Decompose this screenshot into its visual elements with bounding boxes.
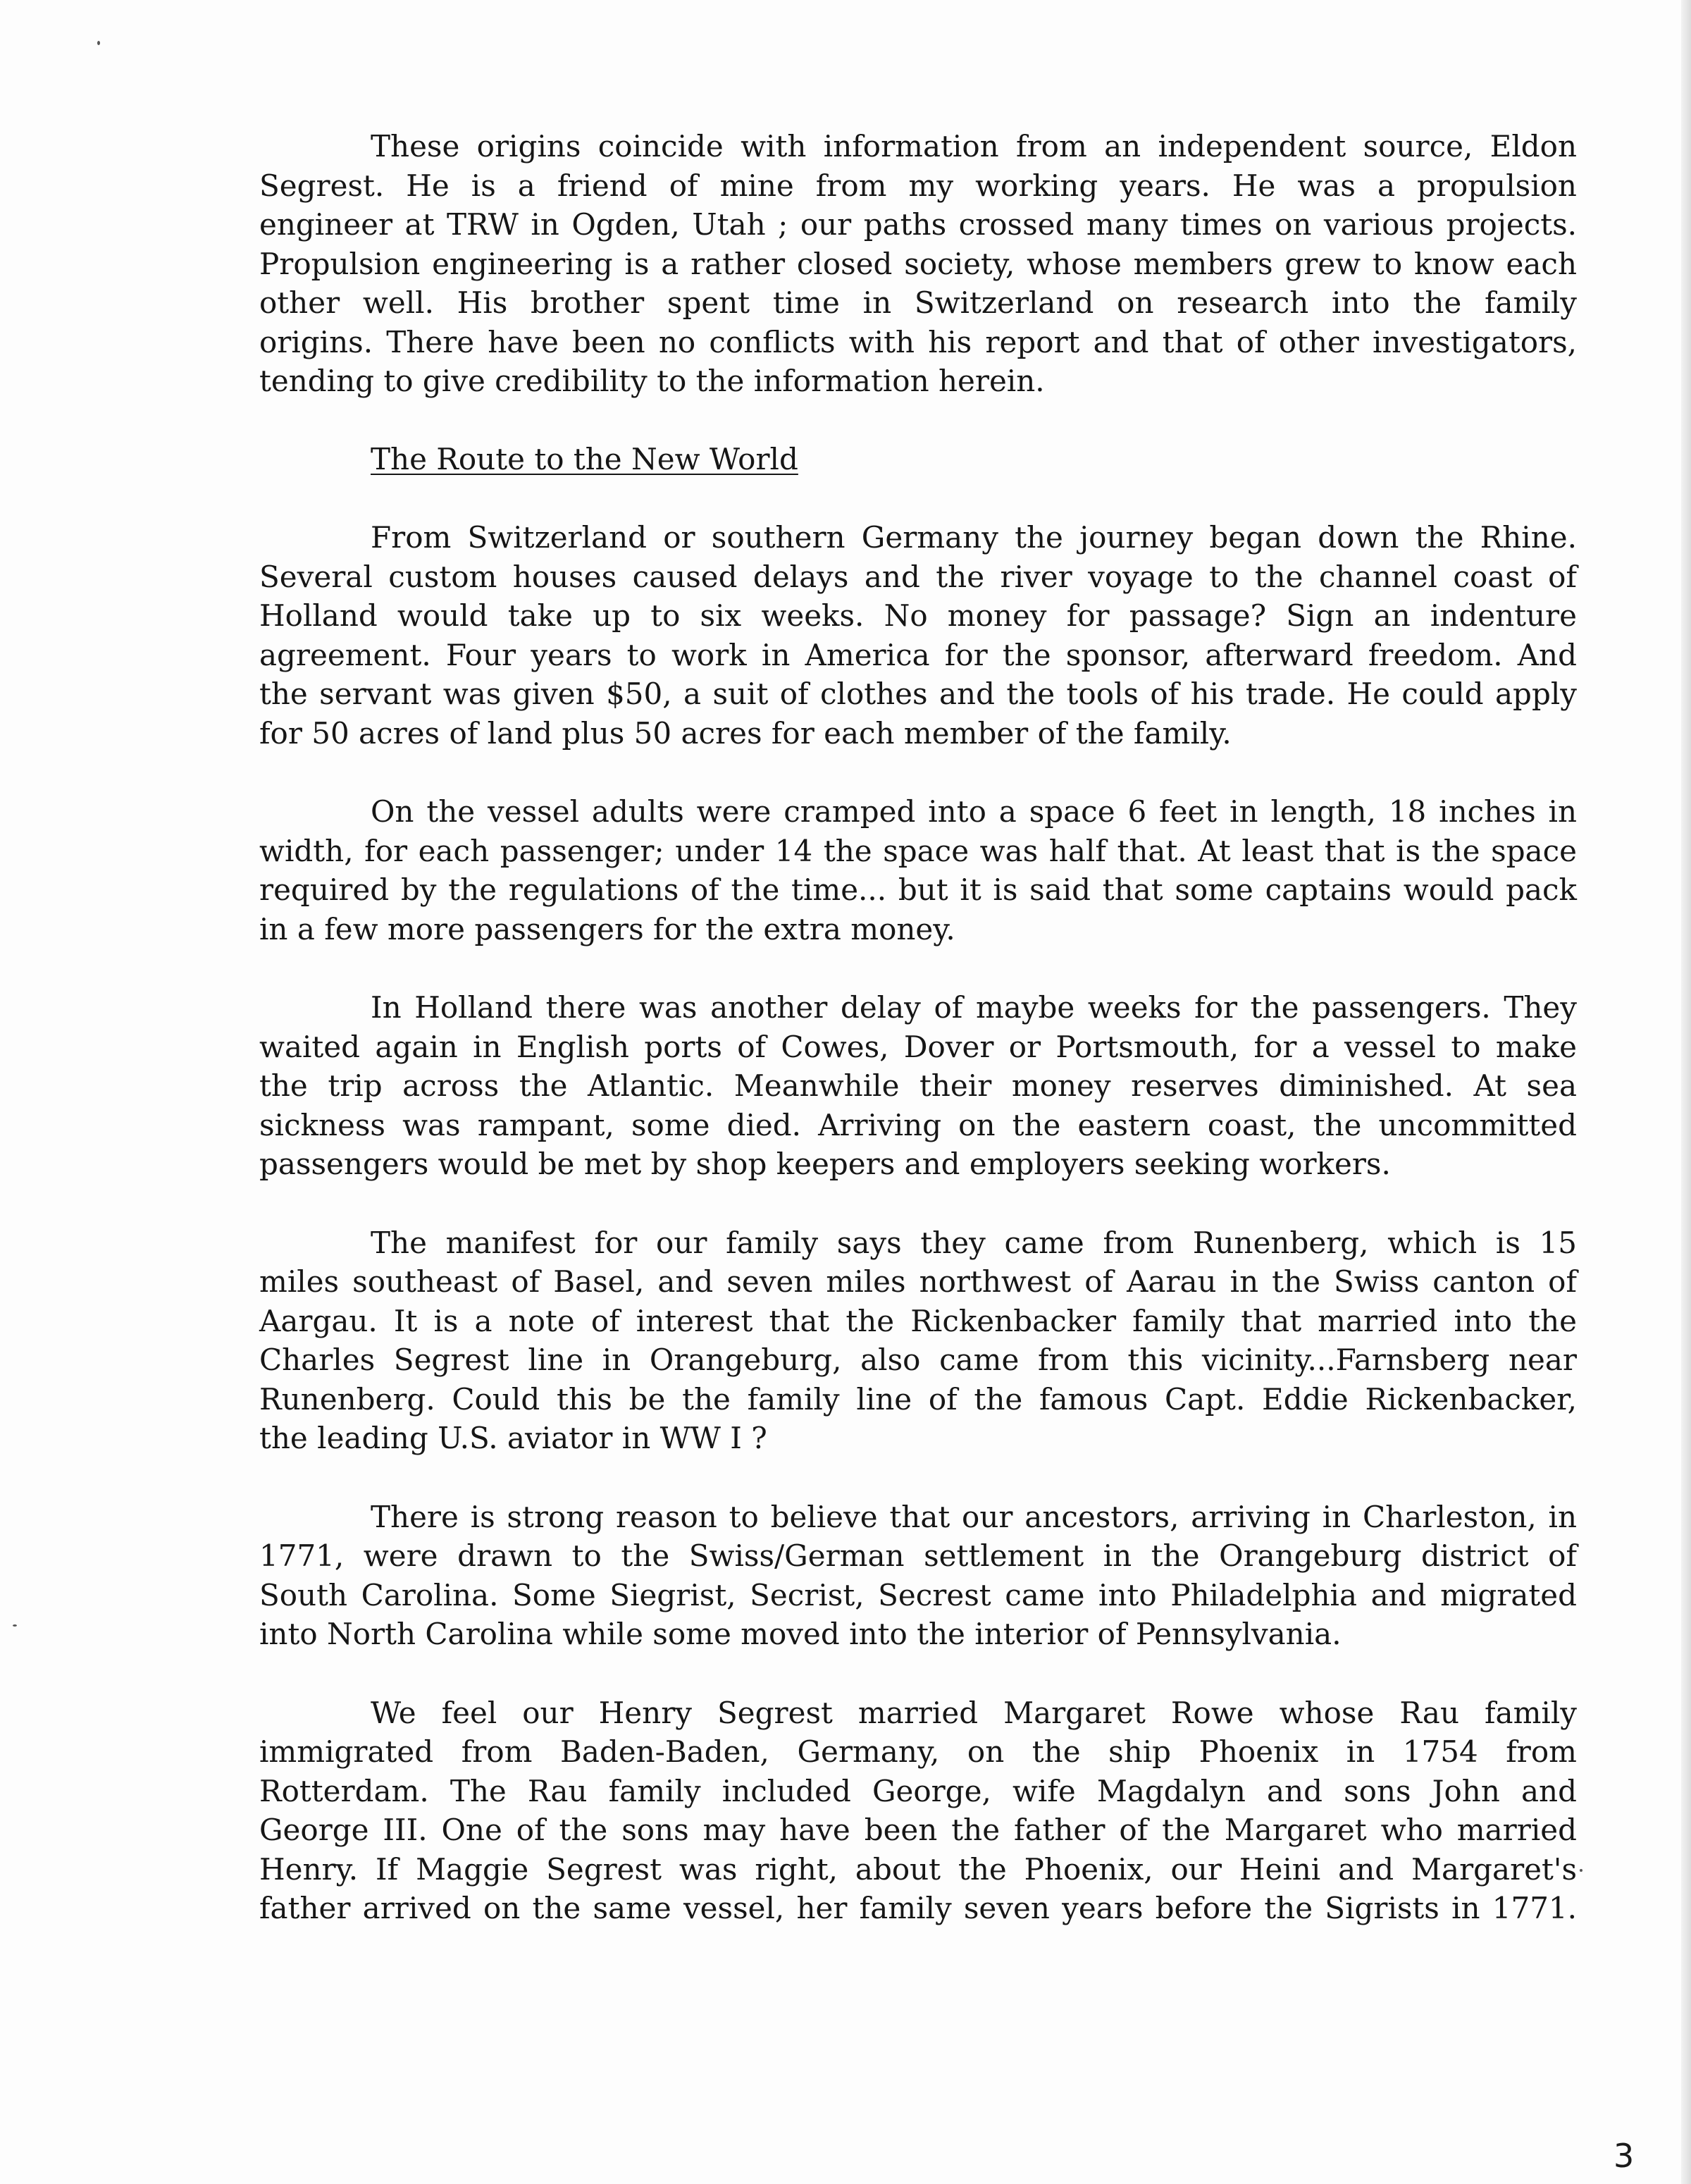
text-line: Aargau. It is a note of interest that the Rickenbacker family that married into the	[259, 1303, 1577, 1338]
text-line: Holland would take up to six weeks. No money for passage? Sign an indenture	[259, 598, 1577, 633]
text-line: These origins coincide with information from an independent source, Eldon	[371, 129, 1577, 164]
text-line: passengers would be met by shop keepers and employers seeking workers.	[259, 1147, 1391, 1181]
text-line: We feel our Henry Segrest married Margaret Rowe whose Rau family	[371, 1695, 1577, 1730]
scan-speck	[1580, 1869, 1582, 1872]
text-line: into North Carolina while some moved into the interior of Pennsylvania.	[259, 1617, 1342, 1651]
text-line: Henry. If Maggie Segrest was right, about the Phoenix, our Heini and Margaret's	[259, 1851, 1577, 1887]
text-line: Several custom houses caused delays and the river voyage to the channel coast of	[259, 559, 1577, 594]
text-line: Propulsion engineering is a rather closed society, whose members grew to know each	[259, 246, 1577, 281]
section-heading-text: The Route to the New World	[371, 441, 798, 476]
paragraph-settlement	[259, 1498, 1577, 1654]
text-line: agreement. Four years to work in America for the sponsor, afterward freedom. And	[259, 637, 1577, 672]
paragraph-henry-segrest	[259, 1693, 1577, 1928]
text-line: On the vessel adults were cramped into a space 6 feet in length, 18 inches in	[371, 794, 1577, 829]
document-body	[259, 127, 1577, 1928]
text-line: waited again in English ports of Cowes, Dover or Portsmouth, for a vessel to make	[259, 1029, 1577, 1064]
text-line: miles southeast of Basel, and seven miles northwest of Aarau in the Swiss canton of	[259, 1264, 1577, 1299]
paragraph-journey	[259, 518, 1577, 753]
text-line: immigrated from Baden-Baden, Germany, on the ship Phoenix in 1754 from	[259, 1734, 1577, 1769]
page-number: 3	[1613, 2137, 1635, 2175]
page-edge	[1681, 0, 1691, 2184]
text-line: in a few more passengers for the extra money.	[259, 911, 955, 946]
text-line: the servant was given $50, a suit of clothes and the tools of his trade. He could apply	[259, 677, 1577, 711]
text-line: width, for each passenger; under 14 the space was half that. At least that is the space	[259, 833, 1577, 868]
text-line: other well. His brother spent time in Switzerland on research into the family	[259, 285, 1577, 320]
text-line: engineer at TRW in Ogden, Utah ; our paths crossed many times on various projects.	[259, 207, 1577, 242]
text-line: Charles Segrest line in Orangeburg, also came from this vicinity...Farnsberg near	[259, 1343, 1577, 1377]
text-line: sickness was rampant, some died. Arriving on the eastern coast, the uncommitted	[259, 1107, 1577, 1142]
paragraph-origins	[259, 127, 1577, 401]
text-line: George III. One of the sons may have been the father of the Margaret who married	[259, 1813, 1577, 1847]
text-line: for 50 acres of land plus 50 acres for each member of the family.	[259, 715, 1232, 751]
scan-speck	[97, 41, 100, 45]
text-line: From Switzerland or southern Germany the journey began down the Rhine.	[371, 520, 1577, 555]
text-line: Segrest. He is a friend of mine from my working years. He was a propulsion	[259, 168, 1577, 203]
text-line: Runenberg. Could this be the family line of the famous Capt. Eddie Rickenbacker,	[259, 1381, 1577, 1417]
paragraph-holland	[259, 988, 1577, 1184]
text-line: the leading U.S. aviator in WW I ?	[259, 1421, 767, 1455]
text-line: In Holland there was another delay of maybe weeks for the passengers. They	[371, 990, 1577, 1025]
text-line: tending to give credibility to the information herein.	[259, 364, 1045, 398]
paragraph-vessel	[259, 792, 1577, 949]
text-line: required by the regulations of the time... but it is said that some captains would pack	[259, 872, 1577, 907]
paragraph-manifest	[259, 1223, 1577, 1458]
text-line: There is strong reason to believe that our ancestors, arriving in Charleston, in	[371, 1499, 1577, 1534]
text-line: father arrived on the same vessel, her family seven years before the Sigrists in 1771.	[259, 1891, 1577, 1925]
section-heading	[259, 440, 1577, 479]
text-line: 1771, were drawn to the Swiss/German settlement in the Orangeburg district of	[259, 1538, 1577, 1573]
text-line: South Carolina. Some Siegrist, Secrist, Secrest came into Philadelphia and migrated	[259, 1577, 1577, 1612]
scan-speck	[13, 1624, 17, 1627]
text-line: The manifest for our family says they came from Runenberg, which is 15	[371, 1225, 1577, 1260]
text-line: Rotterdam. The Rau family included George, wife Magdalyn and sons John and	[259, 1773, 1577, 1808]
text-line: the trip across the Atlantic. Meanwhile their money reserves diminished. At sea	[259, 1068, 1577, 1103]
text-line: origins. There have been no conflicts with his report and that of other investigators,	[259, 324, 1577, 359]
